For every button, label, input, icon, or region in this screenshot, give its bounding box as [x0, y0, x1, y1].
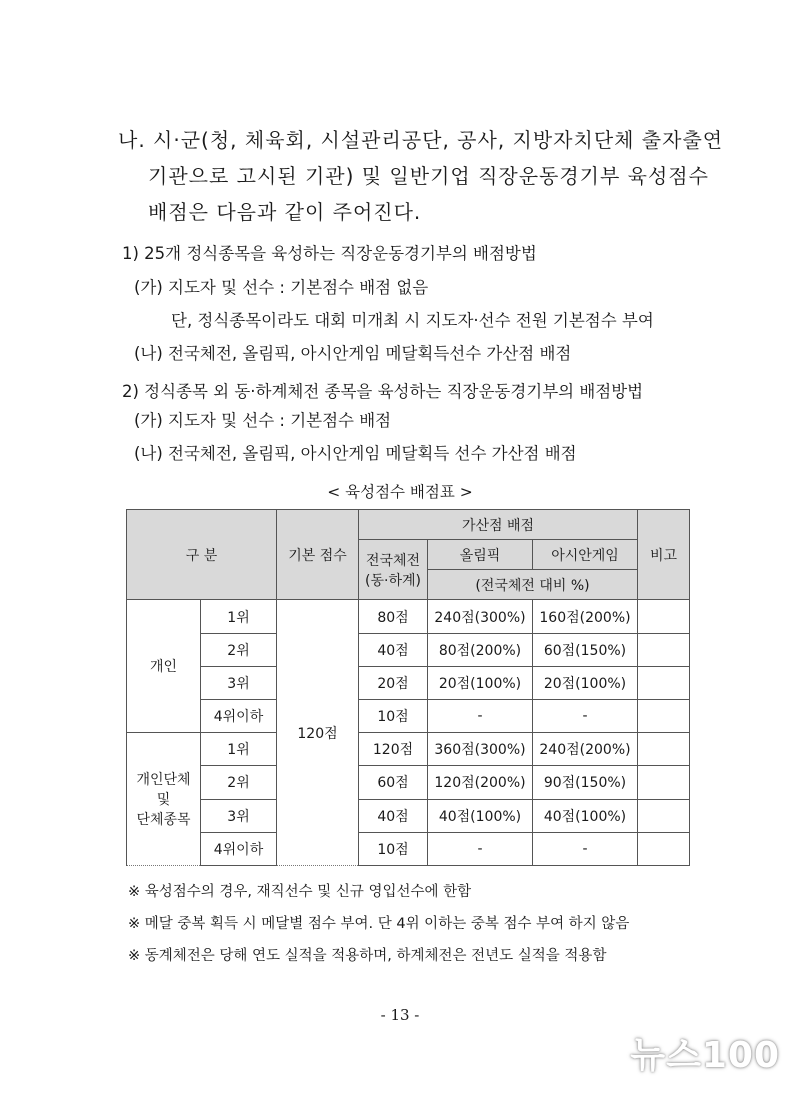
- header-national: [359, 540, 428, 600]
- header-national-label: 전국체전: [365, 552, 421, 569]
- national-score: 40점: [359, 633, 428, 666]
- asian-score: 20점(100%): [533, 666, 638, 699]
- score-table: [126, 509, 690, 866]
- table-row: [127, 633, 690, 666]
- olympic-score: 40점(100%): [428, 799, 533, 832]
- base-score-value: 120점: [277, 600, 359, 866]
- olympic-score: 20점(100%): [428, 666, 533, 699]
- remark-cell: [638, 733, 690, 766]
- header-asian: 아시안게임: [533, 540, 638, 570]
- section-2-item-b: (나) 전국체전, 올림픽, 아시안게임 메달획득 선수 가산점 배점: [134, 444, 577, 463]
- header-national-sub: (동·하계): [365, 572, 421, 589]
- note-3: ※ 동계체전은 당해 연도 실적을 적용하며, 하계체전은 전년도 실적을 적용함: [128, 948, 607, 964]
- table-row: [127, 666, 690, 699]
- asian-score: 240점(200%): [533, 733, 638, 766]
- header-bonus: 가산점 배점: [359, 510, 638, 540]
- intro-line-3: 배점은 다음과 같이 주어진다.: [148, 200, 422, 224]
- national-score: 120점: [359, 733, 428, 766]
- group-name-team: [127, 733, 201, 866]
- header-category: 구 분: [127, 510, 277, 600]
- section-1-item-b: (나) 전국체전, 올림픽, 아시안게임 메달획득선수 가산점 배점: [134, 344, 572, 363]
- rank: 1위: [201, 733, 277, 766]
- remark-cell: [638, 666, 690, 699]
- remark-cell: [638, 832, 690, 865]
- page-number: - 13 -: [380, 1006, 420, 1024]
- table-row: [127, 699, 690, 732]
- rank: 2위: [201, 766, 277, 799]
- group-name-line: 및: [156, 792, 171, 809]
- asian-score: -: [533, 699, 638, 732]
- header-ratio: (전국체전 대비 %): [428, 570, 638, 600]
- asian-score: 90점(150%): [533, 766, 638, 799]
- remark-cell: [638, 633, 690, 666]
- table-row: [127, 733, 690, 766]
- rank: 4위이하: [201, 832, 277, 865]
- header-remark: 비고: [638, 510, 690, 600]
- group-name-individual: 개인: [127, 600, 201, 733]
- section-1-item-a: (가) 지도자 및 선수 : 기본점수 배점 없음: [134, 278, 429, 297]
- header-olympic: 올림픽: [428, 540, 533, 570]
- asian-score: 40점(100%): [533, 799, 638, 832]
- olympic-score: 240점(300%): [428, 600, 533, 633]
- rank: 3위: [201, 666, 277, 699]
- national-score: 40점: [359, 799, 428, 832]
- note-1: ※ 육성점수의 경우, 재직선수 및 신규 영입선수에 한함: [128, 884, 472, 900]
- rank: 2위: [201, 633, 277, 666]
- remark-cell: [638, 699, 690, 732]
- group-name-line: 개인단체: [136, 772, 191, 789]
- section-2-title: 2) 정식종목 외 동·하계체전 종목을 육성하는 직장운동경기부의 배점방법: [122, 382, 644, 401]
- table-title: < 육성점수 배점표 >: [327, 483, 473, 501]
- olympic-score: 360점(300%): [428, 733, 533, 766]
- intro-line-2: 기관으로 고시된 기관) 및 일반기업 직장운동경기부 육성점수: [148, 164, 709, 188]
- remark-cell: [638, 766, 690, 799]
- section-1-item-a-note: 단, 정식종목이라도 대회 미개최 시 지도자·선수 전원 기본점수 부여: [171, 311, 654, 330]
- table-row: [127, 799, 690, 832]
- olympic-score: -: [428, 832, 533, 865]
- table-row: [127, 766, 690, 799]
- olympic-score: -: [428, 699, 533, 732]
- olympic-score: 80점(200%): [428, 633, 533, 666]
- national-score: 20점: [359, 666, 428, 699]
- national-score: 10점: [359, 832, 428, 865]
- remark-cell: [638, 799, 690, 832]
- national-score: 60점: [359, 766, 428, 799]
- note-2: ※ 메달 중복 획득 시 메달별 점수 부여. 단 4위 이하는 중복 점수 부여 하지 않음: [128, 916, 630, 932]
- asian-score: -: [533, 832, 638, 865]
- watermark-logo: 뉴스100: [630, 1035, 780, 1076]
- rank: 3위: [201, 799, 277, 832]
- olympic-score: 120점(200%): [428, 766, 533, 799]
- asian-score: 60점(150%): [533, 633, 638, 666]
- rank: 4위이하: [201, 699, 277, 732]
- header-base-score: 기본 점수: [277, 510, 359, 600]
- intro-line-1: 나. 시·군(청, 체육회, 시설관리공단, 공사, 지방자치단체 출자출연: [118, 128, 724, 152]
- national-score: 80점: [359, 600, 428, 633]
- table-row: [127, 832, 690, 865]
- asian-score: 160점(200%): [533, 600, 638, 633]
- group-name-line: 단체종목: [136, 812, 191, 829]
- national-score: 10점: [359, 699, 428, 732]
- rank: 1위: [201, 600, 277, 633]
- section-2-item-a: (가) 지도자 및 선수 : 기본점수 배점: [134, 411, 392, 430]
- section-1-title: 1) 25개 정식종목을 육성하는 직장운동경기부의 배점방법: [122, 244, 537, 263]
- table-row: [127, 600, 690, 633]
- remark-cell: [638, 600, 690, 633]
